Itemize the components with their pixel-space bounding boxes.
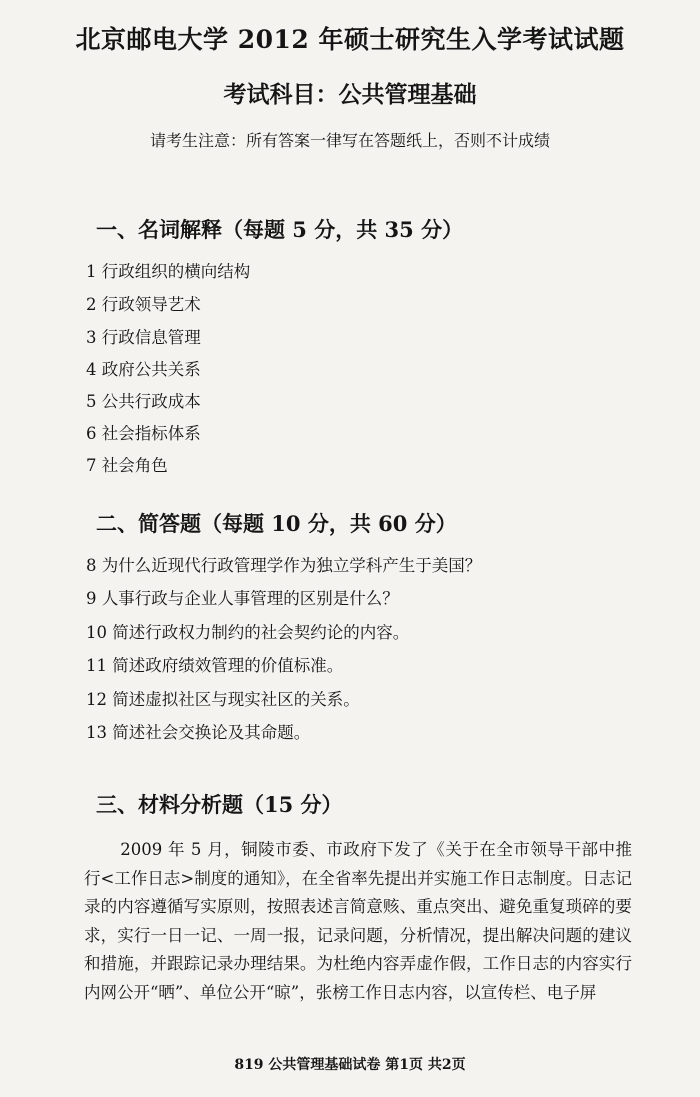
question-item: 6 社会指标体系 bbox=[86, 424, 201, 443]
question-item: 12 简述虚拟社区与现实社区的关系。 bbox=[86, 690, 360, 709]
question-item: 11 简述政府绩效管理的价值标准。 bbox=[86, 656, 344, 675]
question-item: 9 人事行政与企业人事管理的区别是什么？ bbox=[86, 589, 399, 608]
section-heading-short-answer: 二、简答题（每题 10 分，共 60 分） bbox=[96, 511, 457, 536]
exam-notice: 请考生注意：所有答案一律写在答题纸上，否则不计成绩 bbox=[149, 131, 550, 150]
question-item: 2 行政领导艺术 bbox=[86, 295, 201, 314]
question-item: 4 政府公共关系 bbox=[86, 360, 201, 379]
exam-title: 北京邮电大学 2012 年硕士研究生入学考试试题 bbox=[75, 25, 625, 54]
section-heading-material-analysis: 三、材料分析题（15 分） bbox=[96, 792, 343, 817]
question-item: 5 公共行政成本 bbox=[86, 392, 201, 411]
question-item: 7 社会角色 bbox=[86, 456, 168, 475]
page-footer: 819 公共管理基础试卷 第1页 共2页 bbox=[234, 1057, 466, 1073]
section-heading-terms: 一、名词解释（每题 5 分，共 35 分） bbox=[96, 217, 464, 242]
question-item: 13 简述社会交换论及其命题。 bbox=[86, 723, 311, 742]
question-item: 10 简述行政权力制约的社会契约论的内容。 bbox=[86, 623, 410, 642]
exam-subject: 考试科目：公共管理基础 bbox=[223, 81, 477, 108]
material-paragraph: 2009 年 5 月，铜陵市委、市政府下发了《关于在全市领导干部中推行<工作日志>制度的通知》，在全省率先提出并实施工作日志制度。日志记录的内容遵循写实原则，按照表述言简意赅、重点突出、避免重复琐碎的要求，实行一日一记、一周一报，记录问题，分析情况，提出解决问题的建议和措施，并跟踪记录办理结果。为杜绝内容弄虚作假，工作日志的内容实行内网公开“晒”、单位公开“晾”，张榜工作日志内容，以宣传栏、电子屏 bbox=[84, 840, 632, 1002]
question-item: 1 行政组织的横向结构 bbox=[86, 262, 251, 281]
question-item: 8 为什么近现代行政管理学作为独立学科产生于美国？ bbox=[86, 556, 482, 575]
question-item: 3 行政信息管理 bbox=[86, 328, 201, 347]
